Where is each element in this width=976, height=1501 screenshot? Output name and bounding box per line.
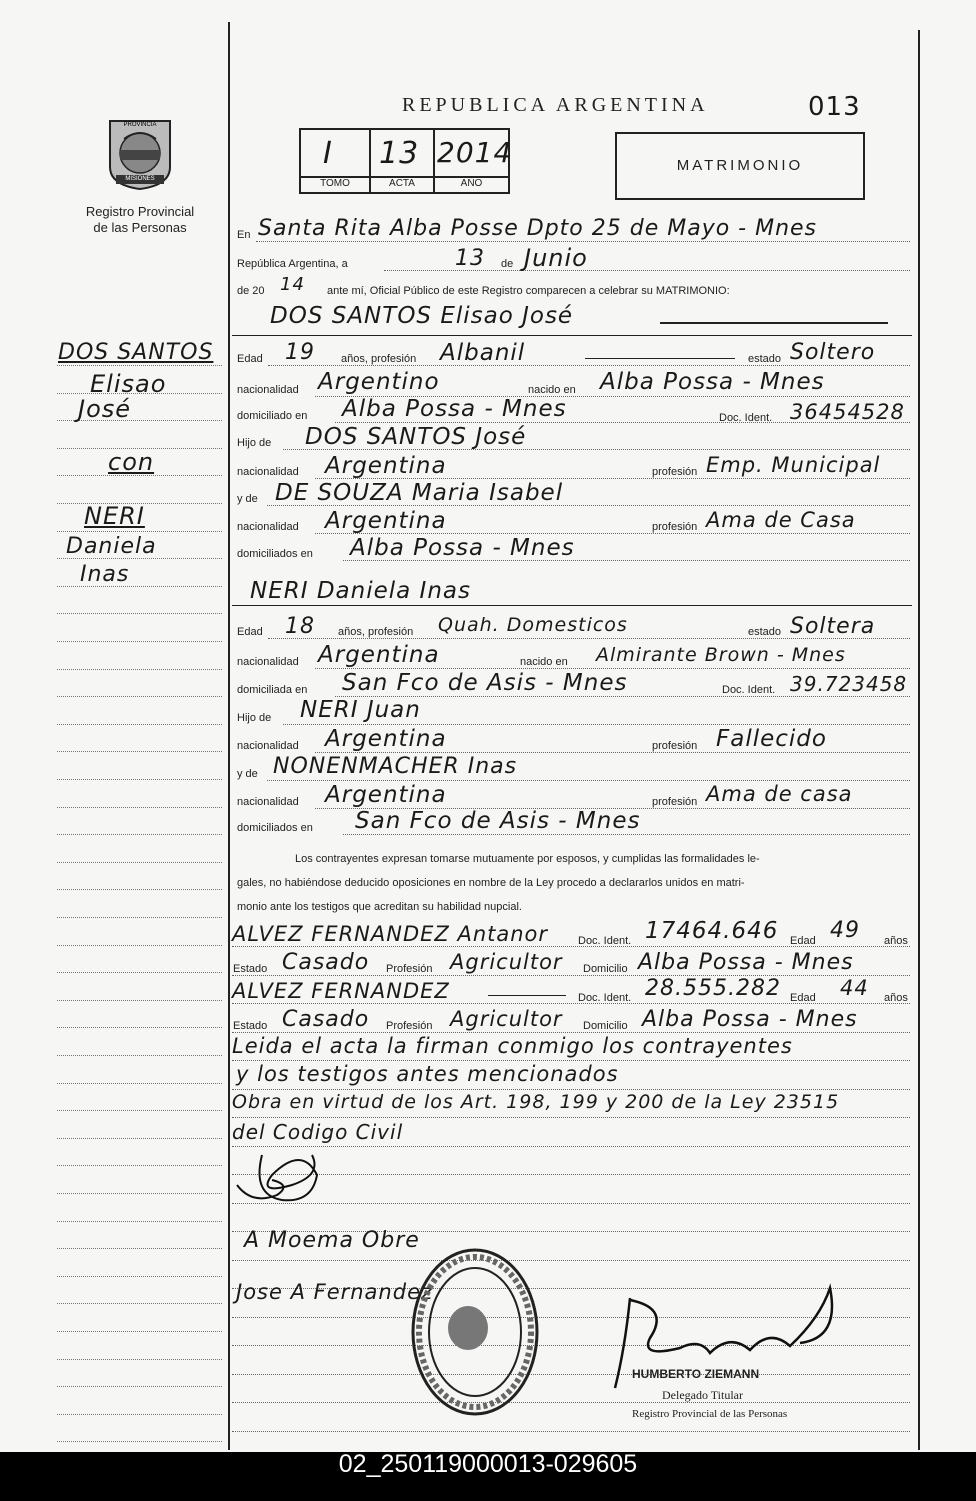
bride-father-prof-label: profesión (652, 740, 698, 752)
left-margin-rule (228, 22, 230, 1450)
witness2-age: 44 (840, 976, 869, 1000)
ruled-line (57, 945, 222, 946)
ruled-line (232, 1431, 910, 1432)
witness2-doc-label: Doc. Ident. (578, 992, 632, 1004)
declaration-line3: monio ante los testigos que acreditan su habilidad nupcial. (237, 901, 522, 913)
ruled-line (57, 1386, 222, 1387)
registry-line2: de las Personas (93, 220, 187, 235)
bride-profession: Quah. Domesticos (438, 614, 628, 636)
bride-mother: NONENMACHER Inas (273, 754, 518, 779)
ruled-line (57, 1303, 222, 1304)
groom-father-nationality: Argentina (325, 453, 447, 479)
groom-age: 19 (285, 340, 315, 365)
ruled-line (57, 641, 222, 642)
signature-witness: Jose A Fernandez (236, 1280, 434, 1304)
ruled-line (57, 1248, 222, 1249)
groom-mother: DE SOUZA Maria Isabel (275, 480, 564, 506)
witness2-prof-label: Profesión (386, 1020, 433, 1032)
witness2-estado: Casado (282, 1007, 370, 1032)
ruled-line (57, 1331, 222, 1332)
closing-line2: y los testigos antes mencionados (236, 1062, 619, 1086)
witness1-domicile: Alba Possa - Mnes (638, 950, 854, 975)
margin-connector: con (108, 448, 155, 476)
bride-father: NERI Juan (300, 697, 421, 723)
bride-hijo-label: Hijo de (237, 712, 272, 724)
signature-contrayente-2: A Moema Obre (244, 1228, 420, 1253)
groom-mother-prof-label: profesión (652, 521, 698, 533)
bride-yde-label: y de (237, 768, 258, 780)
ruled-line (232, 1060, 910, 1061)
bride-father-nat-label: nacionalidad (237, 740, 299, 752)
groom-profession: Albanil (440, 340, 526, 366)
anio-value: 2014 (437, 136, 513, 169)
year-prefix: de 20 (237, 285, 265, 297)
groom-nationality: Argentino (318, 369, 440, 395)
witness2-dom-label: Domicilio (583, 1020, 628, 1032)
witness1-edad-label: Edad (790, 935, 816, 947)
ruled-line (57, 917, 222, 918)
acta-value: 13 (379, 136, 420, 171)
bride-full-name: NERI Daniela Inas (250, 578, 471, 604)
witness2-profession: Agricultor (450, 1007, 563, 1031)
province-seal (106, 117, 174, 191)
groom-parents-domicile: Alba Possa - Mnes (350, 535, 575, 561)
closing-line4: del Codigo Civil (232, 1120, 404, 1144)
groom-estado: Soltero (790, 340, 876, 365)
ruled-line (57, 696, 222, 697)
margin-bride-surname: NERI (84, 502, 145, 530)
ruled-line (57, 1138, 222, 1139)
groom-hijo-label: Hijo de (237, 437, 272, 449)
official-stamp (408, 1244, 543, 1419)
ruled-line (57, 834, 222, 835)
witness1-doc: 17464.646 (645, 918, 779, 944)
ruled-line (57, 889, 222, 890)
ruled-line (232, 1402, 910, 1403)
bride-father-nationality: Argentina (325, 726, 447, 752)
ruled-line (57, 751, 222, 752)
de-label: de (501, 258, 514, 270)
en-label: En (237, 229, 251, 241)
bride-profesion-label: años, profesión (338, 626, 414, 638)
bride-nacido-label: nacido en (520, 656, 568, 668)
republica-label: República Argentina, a (237, 258, 348, 270)
groom-doc: 36454528 (790, 400, 905, 424)
ruled-line (57, 724, 222, 725)
witness1-age: 49 (830, 918, 860, 943)
ruled-line (57, 1110, 222, 1111)
closing-line3: Obra en virtud de los Art. 198, 199 y 200 de la Ley 23515 (232, 1091, 840, 1113)
declaration-line2: gales, no habiéndose deducido oposiciones en nombre de la Ley procedo a declararlos unidos en matri- (237, 877, 745, 889)
doc-type: MATRIMONIO (676, 157, 804, 174)
bride-doc-label: Doc. Ident. (722, 684, 776, 696)
bride-mother-nat-label: nacionalidad (237, 796, 299, 808)
document-code: 02_250119000013-029605 (0, 1452, 976, 1501)
groom-doc-label: Doc. Ident. (719, 412, 773, 424)
margin-groom-name2: José (78, 395, 132, 423)
ruled-line (57, 613, 222, 614)
page-number: 013 (808, 92, 861, 122)
witness1-profession: Agricultor (450, 950, 563, 974)
groom-dom-label: domiciliado en (237, 410, 308, 422)
witness1-doc-label: Doc. Ident. (578, 935, 632, 947)
ruled-line (57, 1193, 222, 1194)
groom-father-prof-label: profesión (652, 466, 698, 478)
groom-domicile: Alba Possa - Mnes (342, 396, 567, 422)
ruled-line (57, 1414, 222, 1415)
country-title: REPUBLICA ARGENTINA (402, 94, 709, 116)
bride-nat-label: nacionalidad (237, 656, 299, 668)
witness2-anos-label: años (884, 992, 908, 1004)
groom-father-nat-label: nacionalidad (237, 466, 299, 478)
witness2-estado-label: Estado (233, 1020, 268, 1032)
day-value: 13 (455, 246, 485, 271)
ruled-line (57, 972, 222, 973)
margin-bride-name2: Inas (80, 562, 130, 587)
groom-estado-label: estado (748, 353, 782, 365)
groom-father-profession: Emp. Municipal (706, 453, 881, 477)
bride-estado-label: estado (748, 626, 782, 638)
right-margin-rule (918, 30, 920, 1450)
ruled-line (57, 1221, 222, 1222)
bride-estado: Soltera (790, 614, 876, 639)
seal-top-text: PROVINCIA (123, 122, 157, 128)
groom-mother-nationality: Argentina (325, 508, 447, 534)
witness1-estado: Casado (282, 950, 370, 975)
tomo-label: TOMO (320, 178, 350, 189)
ruled-line (57, 1359, 222, 1360)
ruled-line (57, 669, 222, 670)
place-value: Santa Rita Alba Posse Dpto 25 de Mayo - Mnes (258, 216, 818, 241)
groom-nacido-label: nacido en (528, 384, 576, 396)
official-title: Delegado Titular (662, 1388, 743, 1402)
ruled-line (57, 1083, 222, 1084)
ruled-line (57, 1000, 222, 1001)
bride-parents-dom-label: domiciliados en (237, 822, 313, 834)
ruled-line (57, 531, 222, 532)
groom-mother-nat-label: nacionalidad (237, 521, 299, 533)
doc-type-box (615, 132, 865, 200)
ruled-line (57, 365, 222, 366)
ruled-line (57, 1441, 222, 1442)
ruled-line (57, 862, 222, 863)
bride-nationality: Argentina (318, 642, 440, 668)
ruled-line (232, 1089, 910, 1090)
official-office: Registro Provincial de las Personas (632, 1408, 788, 1420)
witness2-edad-label: Edad (790, 992, 816, 1004)
bride-parents-domicile: San Fco de Asis - Mnes (355, 808, 641, 834)
margin-groom-name1: Elisao (90, 370, 167, 398)
ruled-line (57, 1055, 222, 1056)
bride-dom-label: domiciliada en (237, 684, 308, 696)
groom-yde-label: y de (237, 493, 258, 505)
year-suffix: 14 (280, 274, 305, 295)
witness1-prof-label: Profesión (386, 963, 433, 975)
ruled-line (57, 779, 222, 780)
groom-profesion-label: años, profesión (341, 353, 417, 365)
record-boxes (299, 128, 513, 194)
groom-edad-label: Edad (237, 353, 263, 365)
registry-line1: Registro Provincial (85, 204, 195, 219)
bride-doc: 39.723458 (790, 672, 908, 696)
witness2-doc: 28.555.282 (645, 976, 781, 1001)
witness1-name: ALVEZ FERNANDEZ Antanor (232, 922, 549, 946)
groom-mother-profession: Ama de Casa (706, 508, 856, 532)
bride-mother-prof-label: profesión (652, 796, 698, 808)
closing-line1: Leida el acta la firman conmigo los contrayentes (232, 1034, 793, 1058)
ruled-line (57, 807, 222, 808)
bride-mother-nationality: Argentina (325, 782, 447, 808)
anio-label: AÑO (460, 178, 483, 189)
witness1-anos-label: años (884, 935, 908, 947)
ruled-line (57, 1165, 222, 1166)
bride-domicile: San Fco de Asis - Mnes (342, 670, 628, 696)
ruled-line (232, 1260, 910, 1261)
margin-groom-surname: DOS SANTOS (58, 340, 214, 365)
acta-label: ACTA (389, 178, 415, 189)
groom-parents-dom-label: domiciliados en (237, 548, 313, 560)
intro-text: ante mí, Oficial Público de este Registro comparecen a celebrar su MATRIMONIO: (327, 285, 730, 297)
bride-birthplace: Almirante Brown - Mnes (596, 644, 846, 666)
month-value: Junio (524, 244, 588, 272)
tomo-value: I (323, 136, 333, 171)
groom-birthplace: Alba Possa - Mnes (600, 369, 825, 395)
bride-age: 18 (285, 614, 315, 639)
ruled-line (232, 1117, 910, 1118)
declaration-line1: Los contrayentes expresan tomarse mutuamente por esposos, y cumplidas las formalidades le- (295, 853, 760, 865)
groom-father: DOS SANTOS José (305, 424, 527, 450)
groom-full-name: DOS SANTOS Elisao José (270, 303, 574, 329)
bride-mother-profession: Ama de casa (706, 782, 853, 806)
official-name: HUMBERTO ZIEMANN (632, 1367, 760, 1381)
groom-nat-label: nacionalidad (237, 384, 299, 396)
bride-father-profession: Fallecido (716, 726, 827, 752)
witness1-dom-label: Domicilio (583, 963, 628, 975)
witness2-domicile: Alba Possa - Mnes (642, 1007, 858, 1032)
signature-contrayente-1 (232, 1145, 342, 1215)
margin-bride-name1: Daniela (66, 534, 157, 559)
bride-edad-label: Edad (237, 626, 263, 638)
ruled-line (57, 1027, 222, 1028)
witness1-estado-label: Estado (233, 963, 268, 975)
witness2-name: ALVEZ FERNANDEZ (232, 979, 450, 1003)
seal-bottom-text: MISIONES (125, 176, 155, 182)
ruled-line (57, 1276, 222, 1277)
